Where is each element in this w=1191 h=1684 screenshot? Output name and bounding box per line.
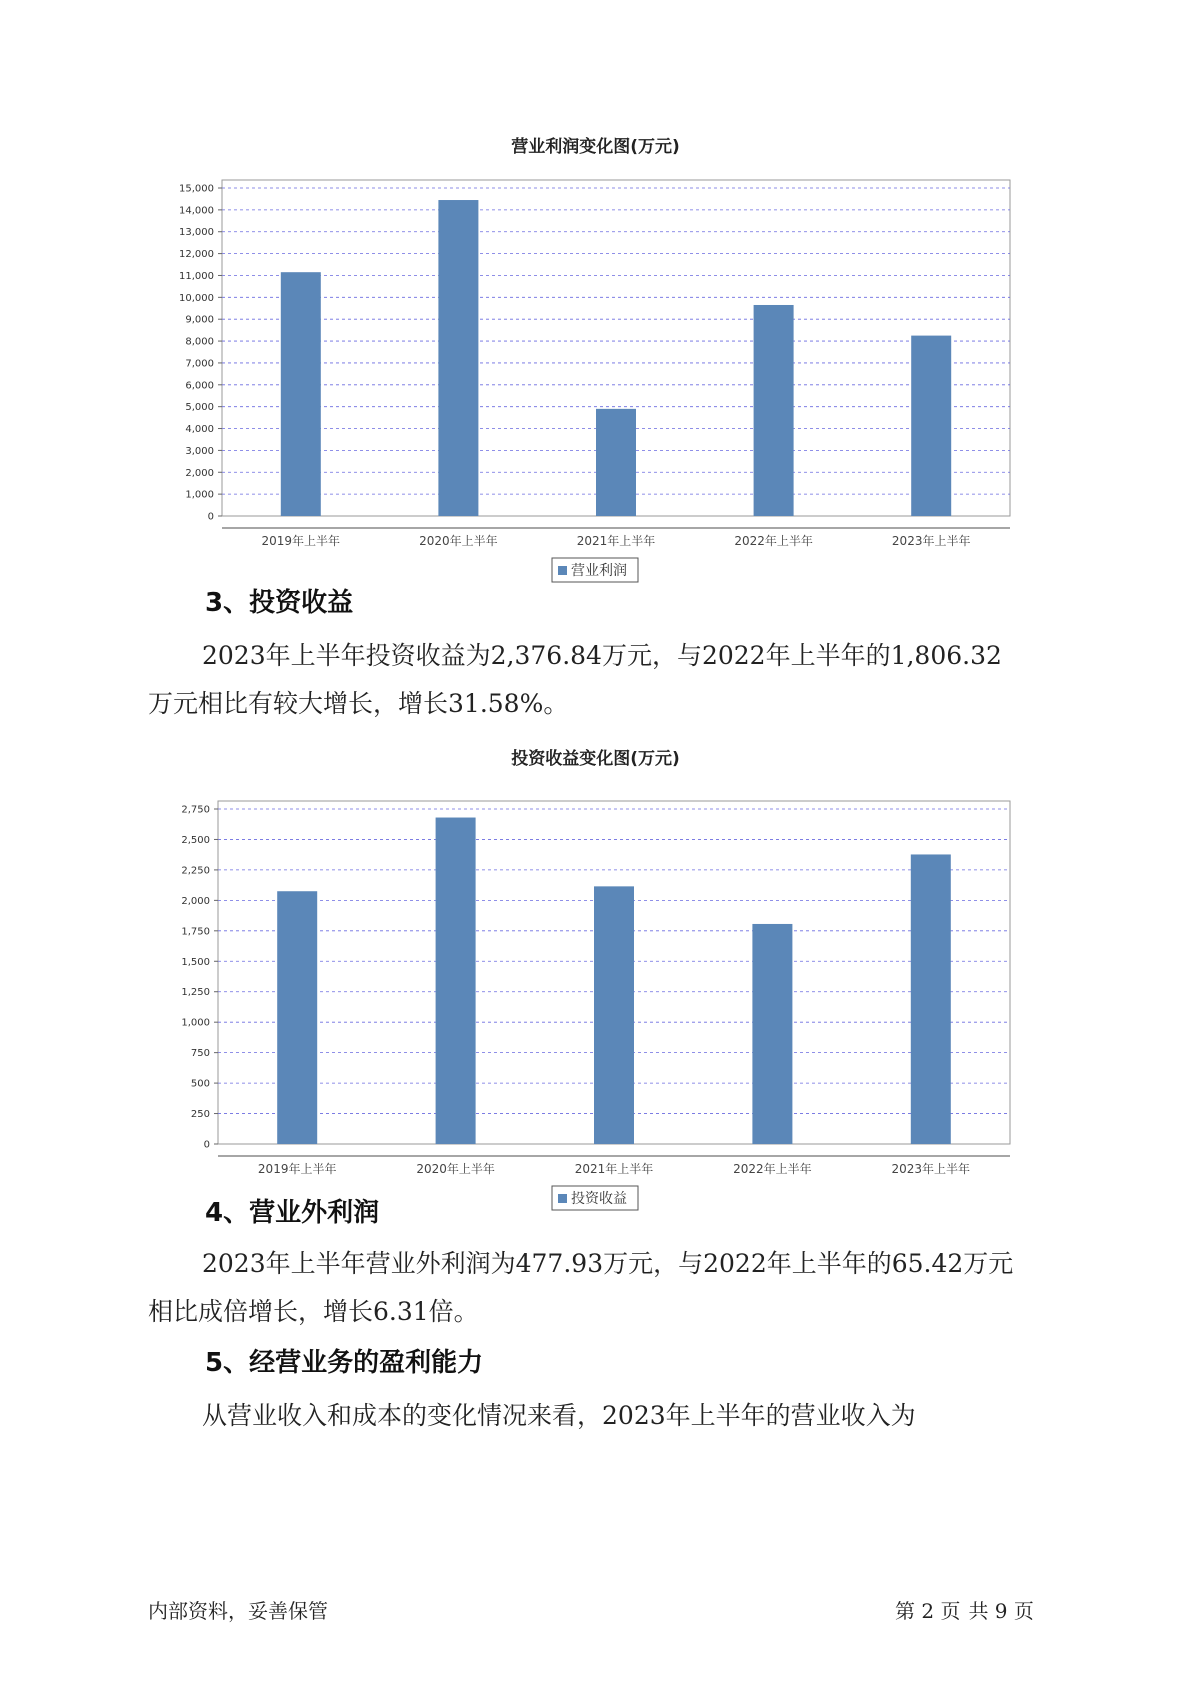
- y-tick-label: 13,000: [179, 227, 214, 239]
- legend-swatch: [558, 1194, 567, 1203]
- legend-label: 投资收益: [571, 1191, 627, 1207]
- bar: [911, 854, 951, 1144]
- x-tick-label: 2019年上半年: [261, 534, 341, 548]
- x-tick-label: 2023年上半年: [891, 534, 971, 548]
- y-tick-label: 11,000: [179, 270, 214, 282]
- bar: [438, 200, 478, 516]
- y-tick-label: 2,000: [181, 895, 210, 907]
- y-tick-label: 2,500: [181, 834, 210, 846]
- footer-total-label: 共 9 页: [968, 1599, 1034, 1623]
- y-tick-label: 250: [190, 1109, 210, 1121]
- y-tick-label: 9,000: [185, 314, 214, 326]
- bar: [752, 924, 792, 1144]
- x-tick-label: 2022年上半年: [734, 534, 813, 548]
- legend-swatch: [558, 566, 567, 575]
- bar: [436, 818, 476, 1144]
- y-tick-label: 15,000: [179, 183, 214, 195]
- section5-heading: 5、经营业务的盈利能力: [205, 1348, 484, 1378]
- bar: [594, 886, 634, 1144]
- footer-page-label: 第 2 页: [895, 1599, 961, 1623]
- x-tick-label: 2021年上半年: [574, 1162, 654, 1176]
- section4-heading: 4、营业外利润: [205, 1198, 380, 1228]
- y-tick-label: 12,000: [179, 249, 214, 261]
- section4-line2: 相比成倍增长，增长6.31倍。: [148, 1297, 479, 1326]
- footer-confidential-note: 内部资料，妥善保管: [148, 1599, 328, 1623]
- bar: [596, 409, 636, 516]
- y-tick-label: 14,000: [179, 205, 214, 217]
- bar: [277, 891, 317, 1144]
- y-tick-label: 500: [190, 1078, 210, 1090]
- bar: [281, 272, 321, 516]
- y-tick-label: 2,000: [185, 467, 214, 479]
- y-tick-label: 5,000: [185, 402, 214, 414]
- section3-heading: 3、投资收益: [205, 588, 354, 618]
- x-tick-label: 2022年上半年: [733, 1162, 812, 1176]
- x-tick-label: 2020年上半年: [416, 1162, 495, 1176]
- section3-line2: 万元相比有较大增长，增长31.58%。: [148, 689, 569, 718]
- y-tick-label: 1,000: [185, 489, 214, 501]
- y-tick-label: 2,250: [181, 865, 210, 877]
- chart2-title: 投资收益变化图(万元): [511, 749, 680, 769]
- chart1-title: 营业利润变化图(万元): [511, 137, 680, 157]
- section3-paragraph: [148, 632, 1068, 728]
- y-tick-label: 1,250: [181, 987, 210, 999]
- section4-line1: 2023年上半年营业外利润为477.93万元，与2022年上半年的65.42万元: [202, 1249, 1014, 1278]
- section5-line1: 从营业收入和成本的变化情况来看，2023年上半年的营业收入为: [202, 1401, 916, 1430]
- y-tick-label: 2,750: [181, 804, 210, 816]
- footer-page-number: [895, 1595, 1042, 1624]
- section3-line1: 2023年上半年投资收益为2,376.84万元，与2022年上半年的1,806.32: [202, 641, 1002, 670]
- operating-profit-chart: [0, 160, 1191, 579]
- y-tick-label: 8,000: [185, 336, 214, 348]
- y-tick-label: 7,000: [185, 358, 214, 370]
- legend-label: 营业利润: [571, 563, 627, 579]
- x-tick-label: 2021年上半年: [576, 534, 656, 548]
- section4-paragraph: [148, 1240, 1068, 1336]
- y-tick-label: 750: [190, 1048, 210, 1060]
- section5-paragraph: [148, 1392, 1068, 1440]
- x-tick-label: 2020年上半年: [419, 534, 498, 548]
- y-tick-label: 0: [207, 511, 214, 523]
- y-tick-label: 1,500: [181, 956, 210, 968]
- x-tick-label: 2023年上半年: [891, 1162, 971, 1176]
- y-tick-label: 3,000: [185, 445, 214, 457]
- investment-income-chart: [0, 772, 1191, 1207]
- y-tick-label: 4,000: [185, 424, 214, 436]
- bar: [754, 305, 794, 516]
- bar: [911, 336, 951, 516]
- y-tick-label: 10,000: [179, 292, 214, 304]
- y-tick-label: 6,000: [185, 380, 214, 392]
- y-tick-label: 0: [203, 1139, 210, 1151]
- x-tick-label: 2019年上半年: [257, 1162, 337, 1176]
- y-tick-label: 1,750: [181, 926, 210, 938]
- y-tick-label: 1,000: [181, 1017, 210, 1029]
